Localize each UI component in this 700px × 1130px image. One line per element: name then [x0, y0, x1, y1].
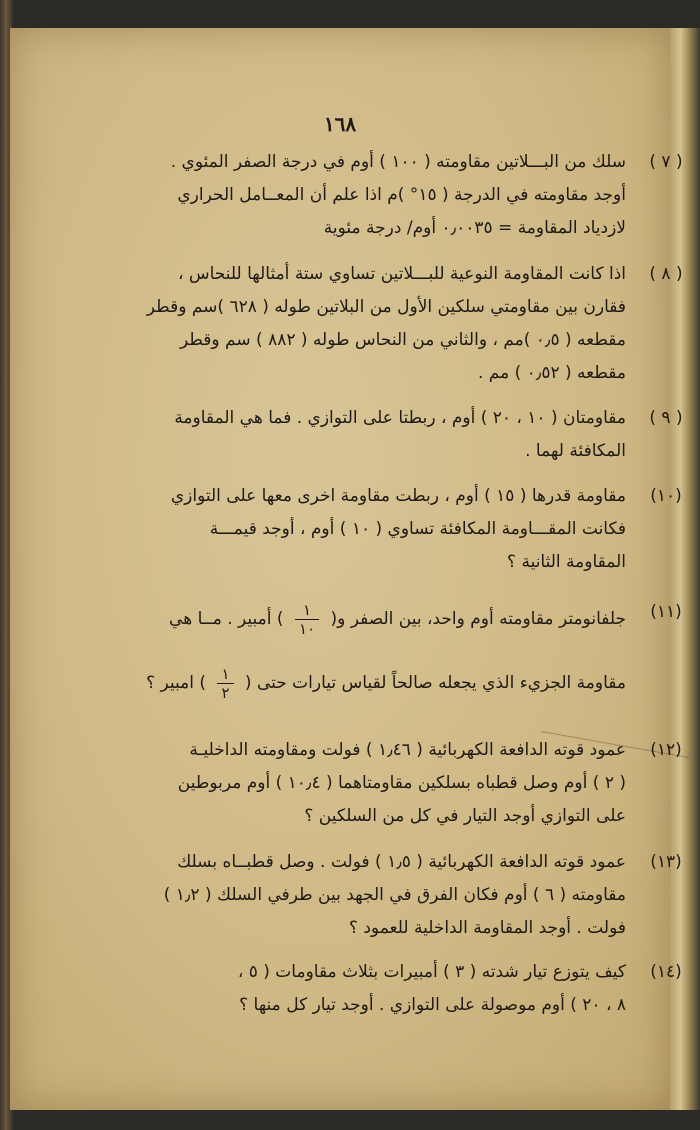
problem-12 — [106, 734, 682, 833]
fraction — [217, 665, 233, 702]
fraction — [295, 601, 319, 638]
problem-9 — [106, 402, 683, 468]
problem-number: ( ٧ ) — [649, 152, 683, 172]
problem-text: ) أمبير . مــا هي — [169, 609, 284, 629]
problem-line: اذا كانت المقاومة النوعية للبـــلاتين تساوي ستة أمثالها للنحاس ، — [177, 264, 626, 284]
problem-line: عمود قوته الدافعة الكهربائية ( ١٫٥ ) فولت . وصل قطبــاه بسلك — [177, 852, 626, 872]
problem-number: (١٠) — [650, 486, 682, 506]
problem-line — [106, 596, 626, 642]
problem-line: مقطعه ( ٠٫٥٢ ) مم . — [478, 363, 626, 383]
problem-number: (١٢) — [650, 740, 682, 760]
problem-line: المقاومة الثانية ؟ — [507, 552, 626, 572]
problem-10 — [106, 480, 682, 579]
problem-number: ( ٩ ) — [649, 408, 683, 428]
page-number: ١٦٨ — [323, 112, 357, 136]
problem-line: سلك من البـــلاتين مقاومته ( ١٠٠ ) أوم في درجة الصفر المئوي . — [170, 152, 626, 172]
problem-13 — [106, 846, 682, 945]
problem-line: ٨ ، ٢٠ ) أوم موصولة على التوازي . أوجد تيار كل منها ؟ — [239, 995, 626, 1015]
problem-line: مقاومة قدرها ( ١٥ ) أوم ، ربطت مقاومة اخرى معها على التوازي — [170, 486, 626, 506]
problem-line — [106, 660, 626, 706]
problem-line: عمود قوته الدافعة الكهربائية ( ١٫٤٦ ) فولت ومقاومته الداخليـة — [189, 740, 626, 760]
problem-line: فولت . أوجد المقاومة الداخلية للعمود ؟ — [348, 918, 626, 938]
problem-text: ) امبير ؟ — [146, 673, 207, 693]
problem-number: (١١) — [650, 602, 682, 622]
problem-line: كيف يتوزع تيار شدته ( ٣ ) أمبيرات بثلاث مقاومات ( ٥ ، — [237, 962, 626, 982]
fraction-numerator: ١ — [217, 665, 233, 684]
problem-line: ( ٢ ) أوم وصل قطباه بسلكين مقاومتاهما ( ١٠٫٤ ) أوم مربوطين — [177, 773, 626, 793]
problem-text: مقاومة الجزيء الذي يجعله صالحاً لقياس تيارات حتى ( — [244, 673, 626, 693]
problem-number: ( ٨ ) — [649, 264, 683, 284]
problem-line: لازدياد المقاومة = ٠٫٠٠٣٥ أوم/ درجة مئوية — [323, 218, 626, 238]
problem-line: فقارن بين مقاومتي سلكين الأول من البلاتين طوله ( ٦٢٨ )سم وقطر — [146, 297, 626, 317]
problem-line: فكانت المقـــاومة المكافئة تساوي ( ١٠ ) أوم ، أوجد قيمـــة — [209, 519, 626, 539]
problem-number: (١٣) — [650, 852, 682, 872]
problem-line: على التوازي أوجد التيار في كل من السلكين ؟ — [304, 806, 626, 826]
problem-14 — [106, 956, 682, 1022]
book-page — [10, 28, 683, 1110]
problem-11 — [106, 596, 682, 706]
problem-line: المكافئة لهما . — [525, 441, 626, 461]
book-page-edge — [670, 28, 700, 1110]
fraction-numerator: ١ — [295, 601, 319, 620]
problem-7 — [106, 146, 683, 245]
problem-8 — [106, 258, 683, 390]
fraction-denominator: ١٠ — [298, 619, 316, 638]
problem-line: مقاومته ( ٦ ) أوم فكان الفرق في الجهد بين طرفي السلك ( ١٫٢ ) — [163, 885, 626, 905]
problem-line: مقطعه ( ٠٫٥ )مم ، والثاني من النحاس طوله ( ٨٨٢ ) سم وقطر — [179, 330, 626, 350]
problem-line: أوجد مقاومته في الدرجة ( ١٥° )م اذا علم أن المعــامل الحراري — [177, 185, 626, 205]
problem-number: (١٤) — [650, 962, 682, 982]
fraction-denominator: ٢ — [221, 683, 230, 702]
problem-line: مقاومتان ( ١٠ ، ٢٠ ) أوم ، ربطتا على التوازي . فما هي المقاومة — [174, 408, 626, 428]
problem-text: جلفانومتر مقاومته أوم واحد، بين الصفر و( — [330, 609, 626, 629]
